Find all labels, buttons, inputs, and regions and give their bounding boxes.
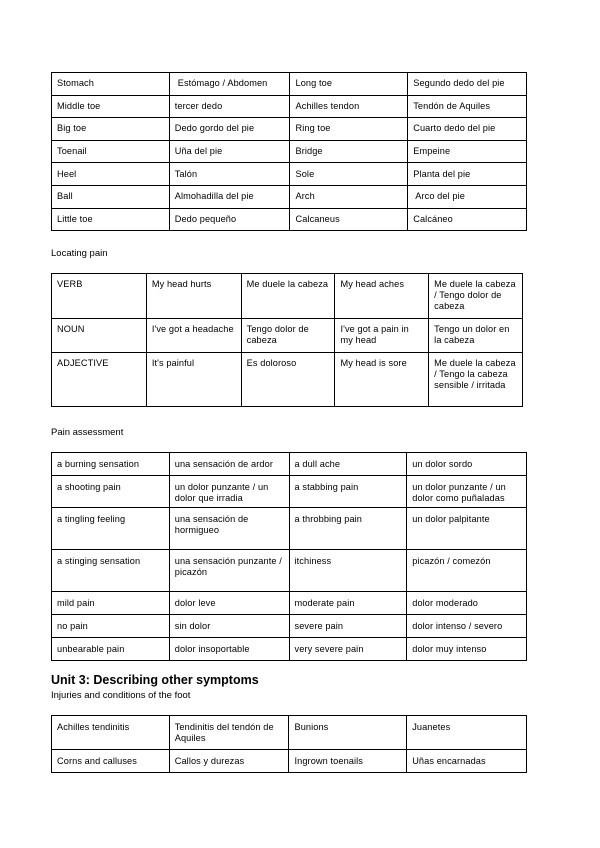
table-cell: a shooting pain xyxy=(52,476,170,508)
table-cell: dolor moderado xyxy=(407,592,527,615)
table-cell: Me duele la cabeza xyxy=(241,274,335,319)
table-cell: Dedo gordo del pie xyxy=(169,118,290,141)
table-cell: Little toe xyxy=(52,208,170,231)
table-cell: a stabbing pain xyxy=(289,476,407,508)
table-cell: My head is sore xyxy=(335,353,429,407)
table-cell: una sensación punzante / picazón xyxy=(169,550,289,592)
table-cell: Me duele la cabeza / Tengo dolor de cabeza xyxy=(429,274,523,319)
table-cell: unbearable pain xyxy=(52,638,170,661)
table-row xyxy=(52,319,523,353)
table-cell: no pain xyxy=(52,615,170,638)
table-row xyxy=(52,185,527,208)
table-cell: Tendinitis del tendón de Aquiles xyxy=(169,716,289,750)
table-cell: Middle toe xyxy=(52,95,170,118)
table-cell: Ball xyxy=(52,185,170,208)
table-cell: My head hurts xyxy=(146,274,241,319)
table-cell: mild pain xyxy=(52,592,170,615)
table-cell: un dolor punzante / un dolor que irradia xyxy=(169,476,289,508)
table-cell: Tengo dolor de cabeza xyxy=(241,319,335,353)
table-cell: a throbbing pain xyxy=(289,508,407,550)
table-cell: itchiness xyxy=(289,550,407,592)
table-cell: picazón / comezón xyxy=(407,550,527,592)
table-cell: Sole xyxy=(290,163,408,186)
locating-pain-table xyxy=(51,273,523,407)
table-cell: Arco del pie xyxy=(408,185,527,208)
table-row xyxy=(52,716,527,750)
table-cell: Calcáneo xyxy=(408,208,527,231)
table-cell: un dolor palpitante xyxy=(407,508,527,550)
pain-assessment-table xyxy=(51,452,527,661)
table-cell: Toenail xyxy=(52,140,170,163)
table-cell: Big toe xyxy=(52,118,170,141)
table-cell: Bunions xyxy=(289,716,407,750)
table-cell: It's painful xyxy=(146,353,241,407)
table-cell: un dolor sordo xyxy=(407,453,527,476)
table-row xyxy=(52,750,527,773)
table-cell: Heel xyxy=(52,163,170,186)
table-cell: sin dolor xyxy=(169,615,289,638)
table-cell: dolor intenso / severo xyxy=(407,615,527,638)
table-row xyxy=(52,118,527,141)
table-cell: severe pain xyxy=(289,615,407,638)
table-cell: un dolor punzante / un dolor como puñaladas xyxy=(407,476,527,508)
table-cell: a burning sensation xyxy=(52,453,170,476)
table-cell: Planta del pie xyxy=(408,163,527,186)
table-cell: I've got a headache xyxy=(146,319,241,353)
table-cell: very severe pain xyxy=(289,638,407,661)
table-cell: VERB xyxy=(52,274,147,319)
table-row xyxy=(52,508,527,550)
table-cell: Ring toe xyxy=(290,118,408,141)
table-cell: Bridge xyxy=(290,140,408,163)
table-cell: Calcaneus xyxy=(290,208,408,231)
table-cell: tercer dedo xyxy=(169,95,290,118)
table-cell: Dedo pequeño xyxy=(169,208,290,231)
table-cell: moderate pain xyxy=(289,592,407,615)
table-row xyxy=(52,638,527,661)
table-cell: Long toe xyxy=(290,73,408,96)
table-row xyxy=(52,163,527,186)
table-cell: dolor muy intenso xyxy=(407,638,527,661)
table-cell: ADJECTIVE xyxy=(52,353,147,407)
table-cell: Uñas encarnadas xyxy=(407,750,527,773)
table-cell: Empeine xyxy=(408,140,527,163)
table-cell: a stinging sensation xyxy=(52,550,170,592)
table-cell: Tengo un dolor en la cabeza xyxy=(429,319,523,353)
table-cell: Stomach xyxy=(52,73,170,96)
table-cell: NOUN xyxy=(52,319,147,353)
table-cell: Segundo dedo del pie xyxy=(408,73,527,96)
table-row xyxy=(52,615,527,638)
table-row xyxy=(52,453,527,476)
table-row xyxy=(52,73,527,96)
table-cell: My head aches xyxy=(335,274,429,319)
locating-pain-label: Locating pain xyxy=(51,248,108,259)
foot-vocabulary-table xyxy=(51,72,527,231)
foot-conditions-table xyxy=(51,715,527,773)
table-row xyxy=(52,476,527,508)
table-row xyxy=(52,95,527,118)
table-row xyxy=(52,274,523,319)
table-cell: dolor insoportable xyxy=(169,638,289,661)
table-cell: Achilles tendon xyxy=(290,95,408,118)
table-cell: Tendón de Aquiles xyxy=(408,95,527,118)
table-cell: Arch xyxy=(290,185,408,208)
table-cell: Talón xyxy=(169,163,290,186)
table-row xyxy=(52,353,523,407)
table-cell: I've got a pain in my head xyxy=(335,319,429,353)
table-cell: a tingling feeling xyxy=(52,508,170,550)
table-cell: Uña del pie xyxy=(169,140,290,163)
table-cell: Juanetes xyxy=(407,716,527,750)
table-cell: Corns and calluses xyxy=(52,750,170,773)
table-cell: Es doloroso xyxy=(241,353,335,407)
table-cell: Cuarto dedo del pie xyxy=(408,118,527,141)
table-cell: Me duele la cabeza / Tengo la cabeza sensible / irritada xyxy=(429,353,523,407)
table-cell: una sensación de ardor xyxy=(169,453,289,476)
table-row xyxy=(52,592,527,615)
table-cell: una sensación de hormigueo xyxy=(169,508,289,550)
table-cell: a dull ache xyxy=(289,453,407,476)
table-cell: Achilles tendinitis xyxy=(52,716,170,750)
unit-subheading: Injuries and conditions of the foot xyxy=(51,690,191,701)
table-cell: Ingrown toenails xyxy=(289,750,407,773)
table-row xyxy=(52,140,527,163)
pain-assessment-label: Pain assessment xyxy=(51,427,124,438)
table-cell: dolor leve xyxy=(169,592,289,615)
unit-heading: Unit 3: Describing other symptoms xyxy=(51,673,259,687)
table-cell: Estómago / Abdomen xyxy=(169,73,290,96)
table-cell: Callos y durezas xyxy=(169,750,289,773)
table-cell: Almohadilla del pie xyxy=(169,185,290,208)
table-row xyxy=(52,208,527,231)
table-row xyxy=(52,550,527,592)
